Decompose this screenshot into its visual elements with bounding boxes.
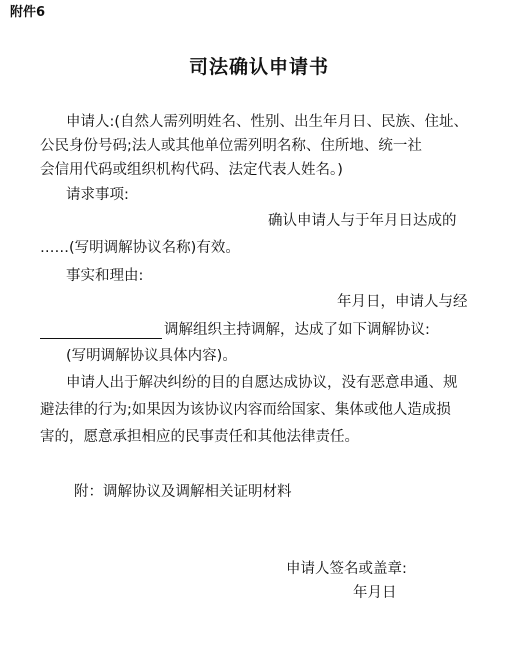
request-line-2: ……(写明调解协议名称)有效。 [40,240,240,256]
declaration-line-2: 避法律的行为;如果因为该协议内容而给国家、集体或他人造成损 [40,402,451,418]
attachment-label: 附件6 [10,5,46,20]
mediator-blank [40,320,162,339]
signature-label: 申请人签名或盖章: [286,561,407,577]
facts-heading: 事实和理由: [66,268,144,284]
facts-line-1: 年月日，申请人与经 [337,294,468,310]
applicant-line-3: 会信用代码或组织机构代码、法定代表人姓名。) [40,162,343,178]
applicant-line-1: 申请人:(自然人需列明姓名、性别、出生年月日、民族、住址、 [66,114,469,130]
facts-line-2-text: 调解组织主持调解，达成了如下调解协议: [164,322,430,338]
request-line-1: 确认申请人与于年月日达成的 [268,213,457,229]
applicant-line-2: 公民身份号码;法人或其他单位需列明名称、住所地、统一社 [40,138,422,154]
declaration-line-1: 申请人出于解决纠纷的目的自愿达成协议，没有恶意串通、规 [66,375,458,391]
signature-date: 年月日 [353,585,397,601]
declaration-line-3: 害的，愿意承担相应的民事责任和其他法律责任。 [40,429,359,445]
facts-line-3: (写明调解协议具体内容)。 [66,348,237,364]
attachment-note: 附：调解协议及调解相关证明材料 [74,484,292,500]
document-title: 司法确认申请书 [188,56,329,78]
facts-line-2 [40,320,430,339]
request-heading: 请求事项: [66,187,129,203]
